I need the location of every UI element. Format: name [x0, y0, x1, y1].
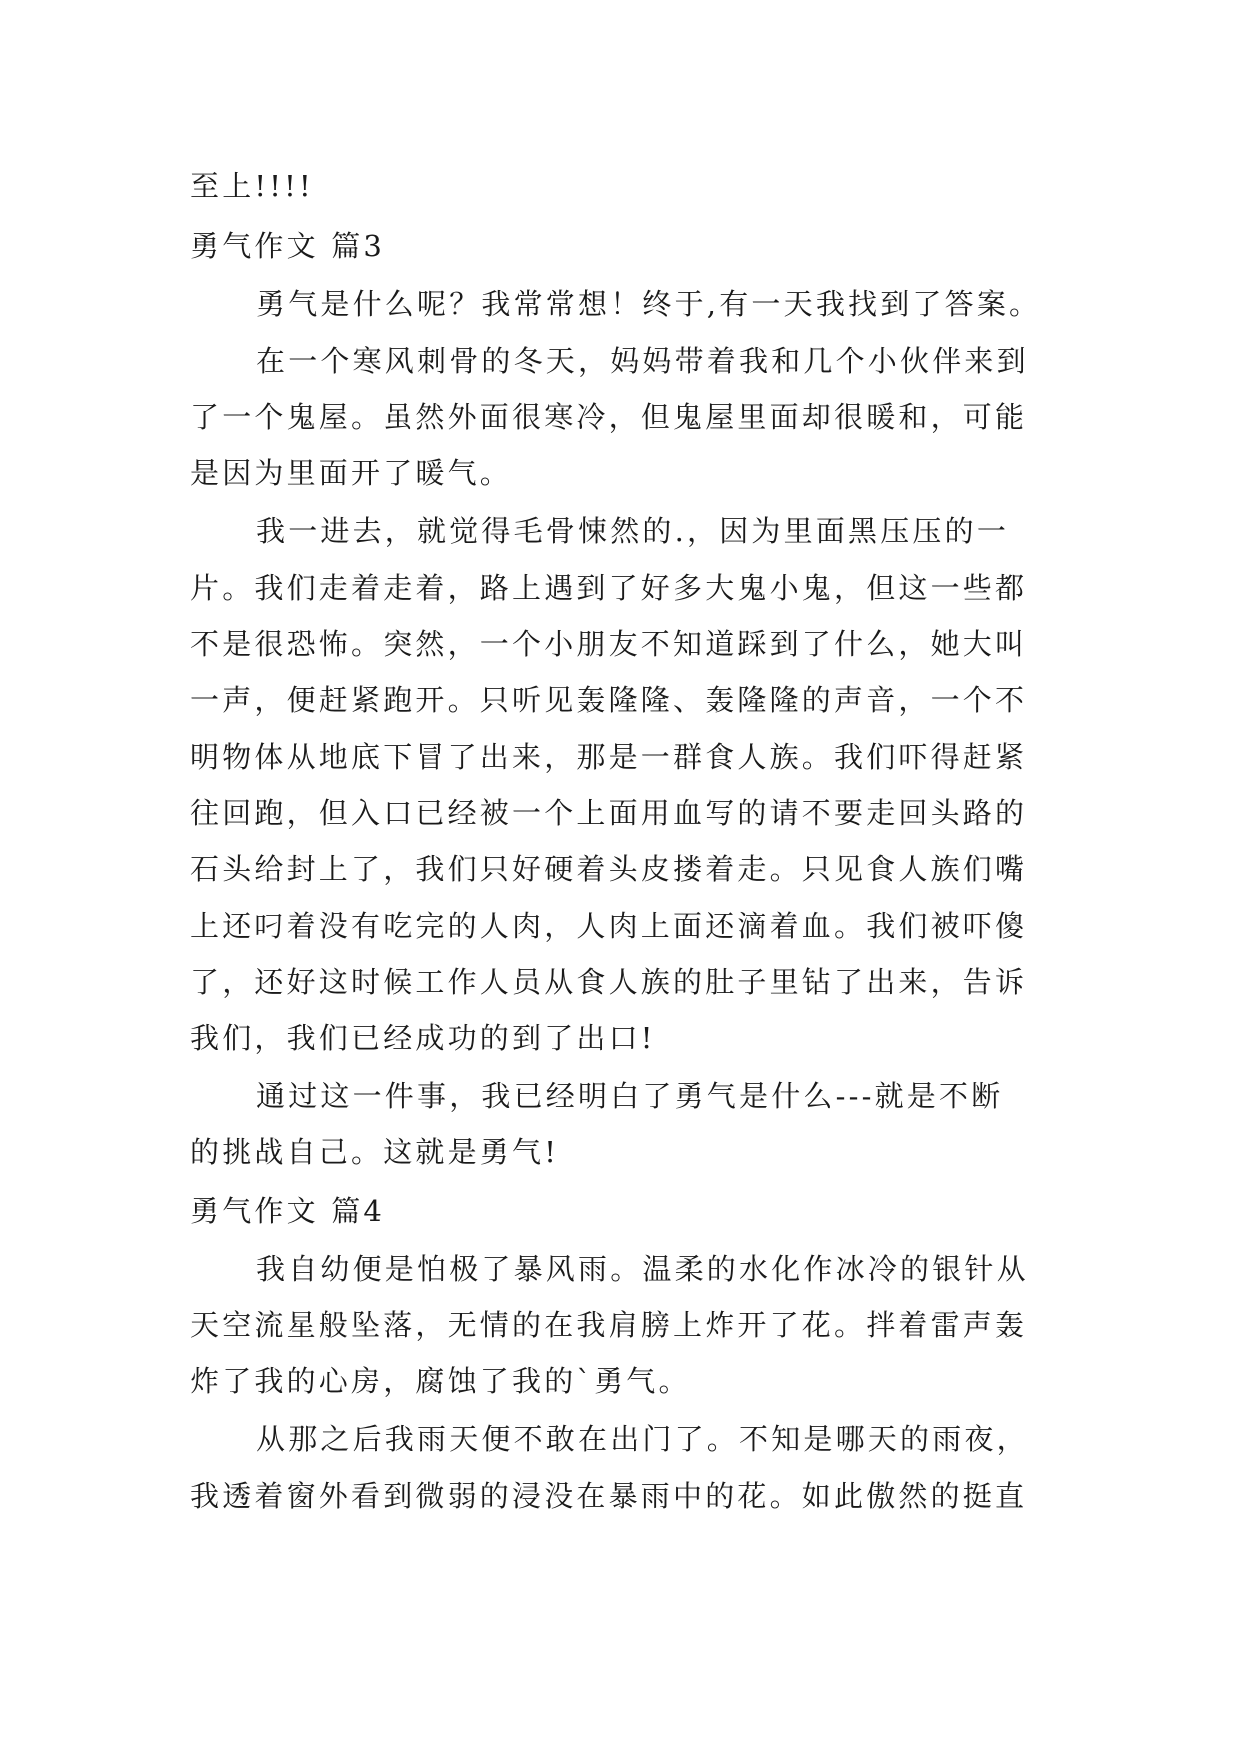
- text-line: 我们，我们已经成功的到了出口!: [190, 1021, 656, 1055]
- text-line: 了，还好这时候工作人员从食人族的肚子里钻了出来，告诉: [190, 965, 1028, 999]
- paragraph-first-line: 我一进去，就觉得毛骨悚然的.，因为里面黑压压的一: [256, 514, 1010, 548]
- text-line: 往回跑，但入口已经被一个上面用血写的请不要走回头路的: [190, 796, 1028, 830]
- text-line: 我透着窗外看到微弱的浸没在暴雨中的花。如此傲然的挺直: [190, 1479, 1028, 1513]
- text-line: 一声，便赶紧跑开。只听见轰隆隆、轰隆隆的声音，一个不: [190, 683, 1028, 717]
- document-page: [190, 0, 1070, 1754]
- text-line: 天空流星般坠落，无情的在我肩膀上炸开了花。拌着雷声轰: [190, 1308, 1028, 1342]
- section-heading: 勇气作文 篇3: [190, 229, 386, 263]
- paragraph-first-line: 我自幼便是怕极了暴风雨。温柔的水化作冰冷的银针从: [256, 1252, 1029, 1286]
- text-line: 炸了我的心房，腐蚀了我的`勇气。: [190, 1364, 691, 1398]
- text-line: 上还叼着没有吃完的人肉，人肉上面还滴着血。我们被吓傻: [190, 909, 1028, 943]
- paragraph-first-line: 从那之后我雨天便不敢在出门了。不知是哪天的雨夜，: [256, 1422, 1029, 1456]
- text-line: 片。我们走着走着，路上遇到了好多大鬼小鬼，但这一些都: [190, 571, 1028, 605]
- paragraph-first-line: 在一个寒风刺骨的冬天，妈妈带着我和几个小伙伴来到: [256, 344, 1029, 378]
- paragraph-first-line: 通过这一件事，我已经明白了勇气是什么---就是不断: [256, 1079, 1004, 1113]
- text-line: 是因为里面开了暖气。: [190, 456, 513, 490]
- section-heading: 勇气作文 篇4: [190, 1194, 386, 1228]
- text-line: 至上!!!!: [190, 169, 314, 203]
- text-line: 了一个鬼屋。虽然外面很寒冷，但鬼屋里面却很暖和，可能: [190, 400, 1028, 434]
- text-line: 明物体从地底下冒了出来，那是一群食人族。我们吓得赶紧: [190, 740, 1028, 774]
- text-line: 石头给封上了，我们只好硬着头皮搂着走。只见食人族们嘴: [190, 852, 1028, 886]
- text-line: 的挑战自己。这就是勇气!: [190, 1135, 560, 1169]
- text-line: 不是很恐怖。突然，一个小朋友不知道踩到了什么，她大叫: [190, 627, 1028, 661]
- paragraph-first-line: 勇气是什么呢？我常常想！终于,有一天我找到了答案。: [256, 287, 1042, 321]
